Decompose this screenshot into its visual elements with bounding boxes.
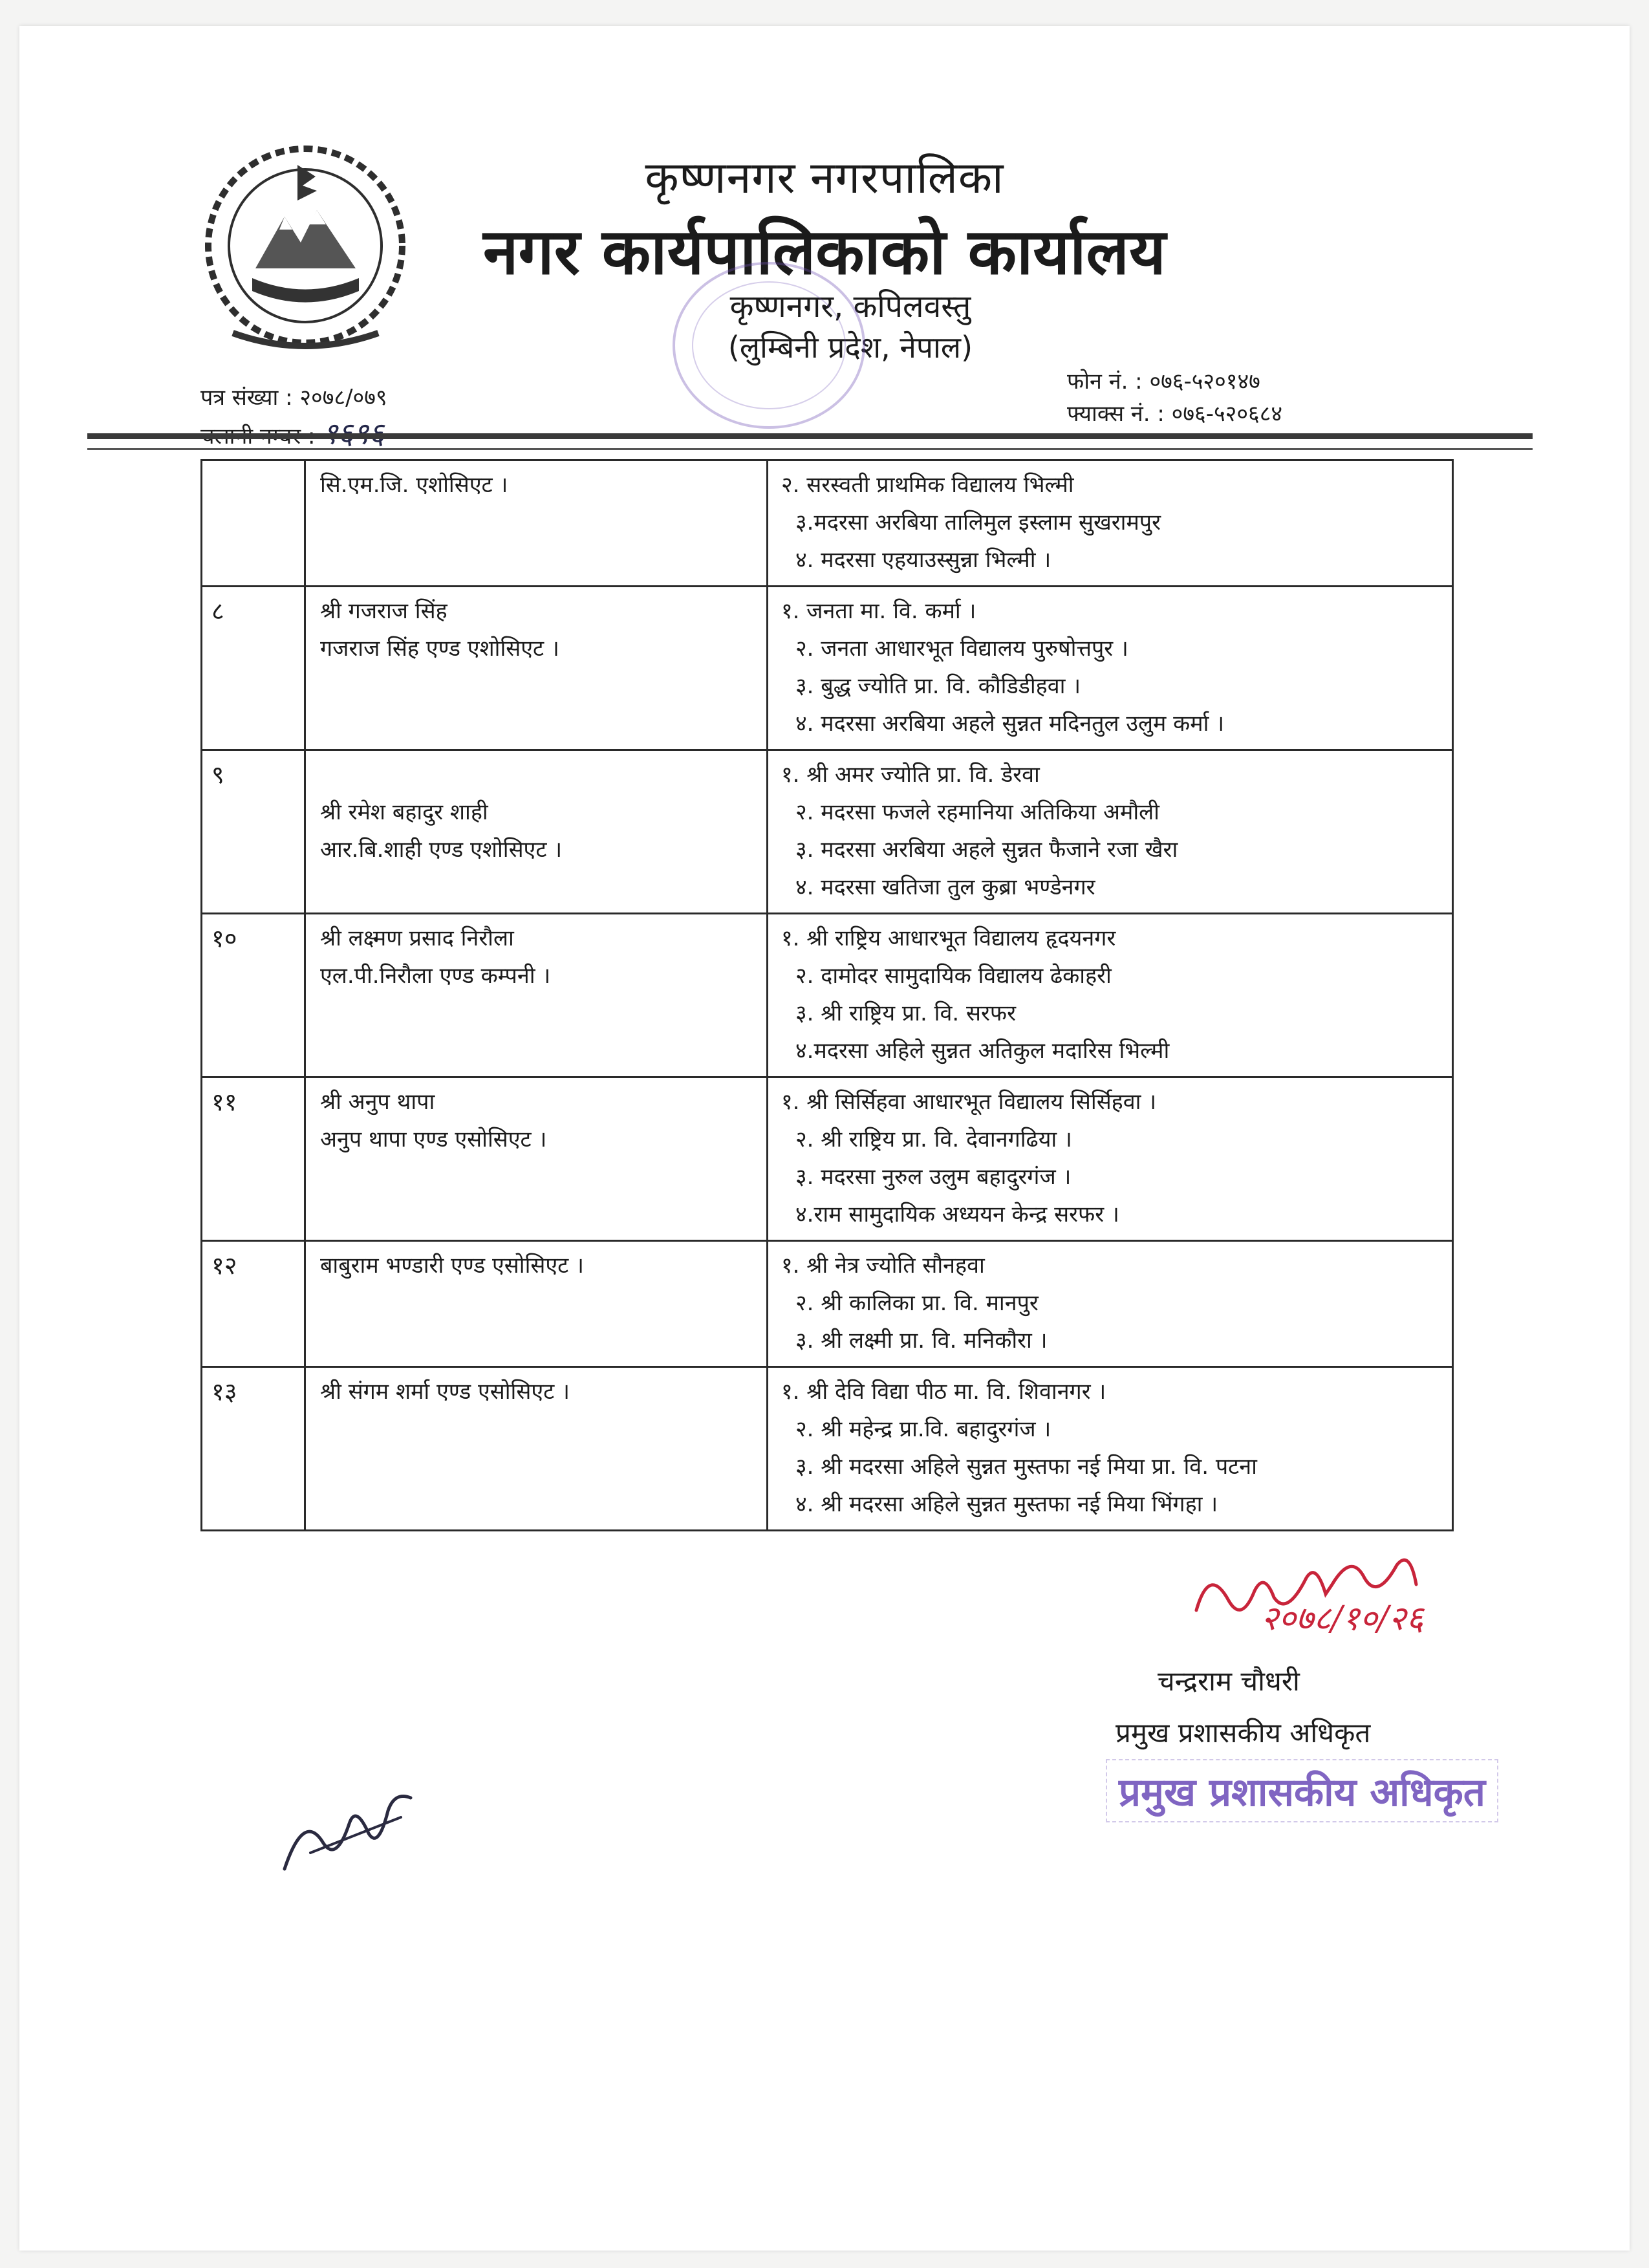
school-item: १. श्री राष्ट्रिय आधारभूत विद्यालय हृदयनगर [781,925,1116,951]
school-item: २. श्री महेन्द्र प्रा.वि. बहादुरगंज । [795,1416,1051,1442]
school-item: २. जनता आधारभूत विद्यालय पुरुषोत्तपुर । [795,636,1128,662]
school-item: ३. श्री लक्ष्मी प्रा. वि. मनिकौरा । [795,1328,1048,1354]
auditor-firm-line: आर.बि.शाही एण्ड एशोसिएट । [320,837,563,863]
school-item: २. सरस्वती प्राथमिक विद्यालय भिल्मी [781,472,1074,498]
table-row [202,1077,1453,1241]
auditor-firm-line: अनुप थापा एण्ड एसोसिएट । [320,1127,547,1152]
table-row [202,1367,1453,1531]
phone-number: फोन नं. : ०७६-५२०१४७ [1067,369,1260,394]
header-rule-thick [87,433,1533,439]
fax-number: फ्याक्स नं. : ०७६-५२०६८४ [1067,401,1283,427]
school-item: २. श्री राष्ट्रिय प्रा. वि. देवानगढिया । [795,1127,1072,1152]
letter-number: पत्र संख्या : २०७८/०७९ [200,385,387,411]
serial-number: ११ [202,1077,305,1241]
school-item: २. दामोदर सामुदायिक विद्यालय ढेकाहरी [795,963,1112,989]
school-item: ३. श्री राष्ट्रिय प्रा. वि. सरफर [795,1000,1016,1026]
school-item: १. जनता मा. वि. कर्मा । [781,598,976,624]
handwritten-signature-date [1183,1539,1455,1636]
table-row [202,1241,1453,1367]
school-list-cell [768,587,1453,750]
school-item: ४.राम सामुदायिक अध्ययन केन्द्र सरफर । [795,1202,1119,1227]
auditor-firm-line [315,756,757,794]
auditor-firm-line: श्री रमेश बहादुर शाही [320,799,488,825]
school-item: २. श्री कालिका प्रा. वि. मानपुर [795,1290,1039,1316]
serial-number [202,460,305,587]
signatory-title: प्रमुख प्रशासकीय अधिकृत [1116,1717,1371,1749]
designation-stamp: प्रमुख प्रशासकीय अधिकृत [1106,1759,1498,1822]
auditor-firm-cell [305,1077,768,1241]
signatory-name: चन्द्रराम चौधरी [1158,1665,1300,1697]
auditor-firm-cell [305,460,768,587]
school-item: ३. बुद्ध ज्योति प्रा. वि. कौडिडीहवा । [795,673,1081,699]
dispatch-number [200,413,384,453]
school-item: ४.मदरसा अहिले सुन्नत अतिकुल मदारिस भिल्मी [795,1038,1170,1064]
table-row [202,460,1453,587]
table-row [202,587,1453,750]
auditor-firm-line: श्री लक्ष्मण प्रसाद निरौला [320,925,514,951]
school-list-cell [768,1367,1453,1531]
school-item: ४. मदरसा खतिजा तुल कुब्रा भण्डेनगर [795,874,1095,900]
auditor-firm-cell [305,587,768,750]
assignment-table-body [202,460,1453,1531]
school-item: १. श्री अमर ज्योति प्रा. वि. डेरवा [781,762,1040,788]
header-rule-thin [87,448,1533,450]
office-province: (लुम्बिनी प्रदेश, नेपाल) [727,330,973,365]
school-item: २. मदरसा फजले रहमानिया अतिकिया अमौली [795,799,1159,825]
office-location: कृष्णनगर, कपिलवस्तु [729,288,971,325]
school-item: ३. मदरसा नुरुल उलुम बहादुरगंज । [795,1164,1072,1190]
auditor-firm-cell [305,914,768,1077]
assignment-table [200,459,1454,1531]
table-row [202,914,1453,1077]
auditor-firm-line: श्री संगम शर्मा एण्ड एसोसिएट । [320,1379,570,1405]
serial-number: १२ [202,1241,305,1367]
school-item: १. श्री सिर्सिहवा आधारभूत विद्यालय सिर्सिहवा । [781,1089,1157,1115]
auditor-firm-line: सि.एम.जि. एशोसिएट । [320,472,508,498]
school-item: ४. मदरसा एहयाउस्सुन्ना भिल्मी । [795,547,1051,573]
signature-date-text: २०७८/१०/२६ [1261,1599,1424,1636]
serial-number: ९ [202,750,305,914]
school-list-cell [768,460,1453,587]
office-round-stamp [673,262,865,429]
school-item: ३.मदरसा अरबिया तालिमुल इस्लाम सुखरामपुर [795,510,1161,535]
auditor-firm-line: बाबुराम भण्डारी एण्ड एसोसिएट । [320,1253,585,1279]
auditor-firm-line: एल.पी.निरौला एण्ड कम्पनी । [320,963,551,989]
school-item: ४. मदरसा अरबिया अहले सुन्नत मदिनतुल उलुम कर्मा । [795,711,1225,737]
school-item: १. श्री देवि विद्या पीठ मा. वि. शिवानगर । [781,1379,1106,1405]
serial-number: १३ [202,1367,305,1531]
auditor-firm-line: श्री गजराज सिंह [320,598,447,624]
municipality-name: कृष्णनगर नगरपालिका [645,153,1004,204]
auditor-firm-cell [305,1367,768,1531]
handwritten-initials [272,1772,427,1882]
auditor-firm-cell [305,750,768,914]
serial-number: १० [202,914,305,1077]
school-list-cell [768,750,1453,914]
auditor-firm-cell [305,1241,768,1367]
school-item: ४. श्री मदरसा अहिले सुन्नत मुस्तफा नई मिया भिंगहा । [795,1491,1218,1517]
school-item: ३. मदरसा अरबिया अहले सुन्नत फैजाने रजा खैरा [795,837,1178,863]
school-item: १. श्री नेत्र ज्योति सौनहवा [781,1253,985,1279]
school-list-cell [768,1241,1453,1367]
auditor-firm-line: गजराज सिंह एण्ड एशोसिएट । [320,636,559,662]
serial-number: ८ [202,587,305,750]
auditor-firm-line: श्री अनुप थापा [320,1089,435,1115]
school-item: ३. श्री मदरसा अहिले सुन्नत मुस्तफा नई मिया प्रा. वि. पटना [795,1454,1257,1480]
school-list-cell [768,1077,1453,1241]
table-row [202,750,1453,914]
office-name: नगर कार्यपालिकाको कार्यालय [483,215,1166,289]
school-list-cell [768,914,1453,1077]
